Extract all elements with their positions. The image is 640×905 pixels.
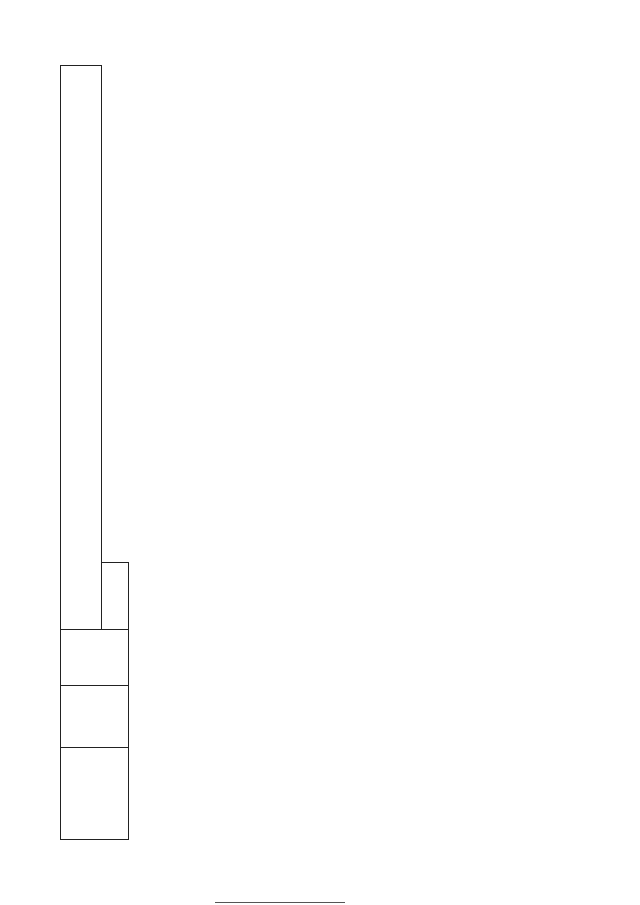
header-executor <box>61 686 129 748</box>
header-funding <box>61 65 102 629</box>
rotated-table-sheet <box>60 65 520 840</box>
footer-divider <box>215 902 345 903</box>
header-name <box>61 748 129 840</box>
header-total <box>102 563 129 630</box>
header-source <box>61 630 129 686</box>
budget-table <box>60 65 129 840</box>
page-number <box>40 426 60 466</box>
